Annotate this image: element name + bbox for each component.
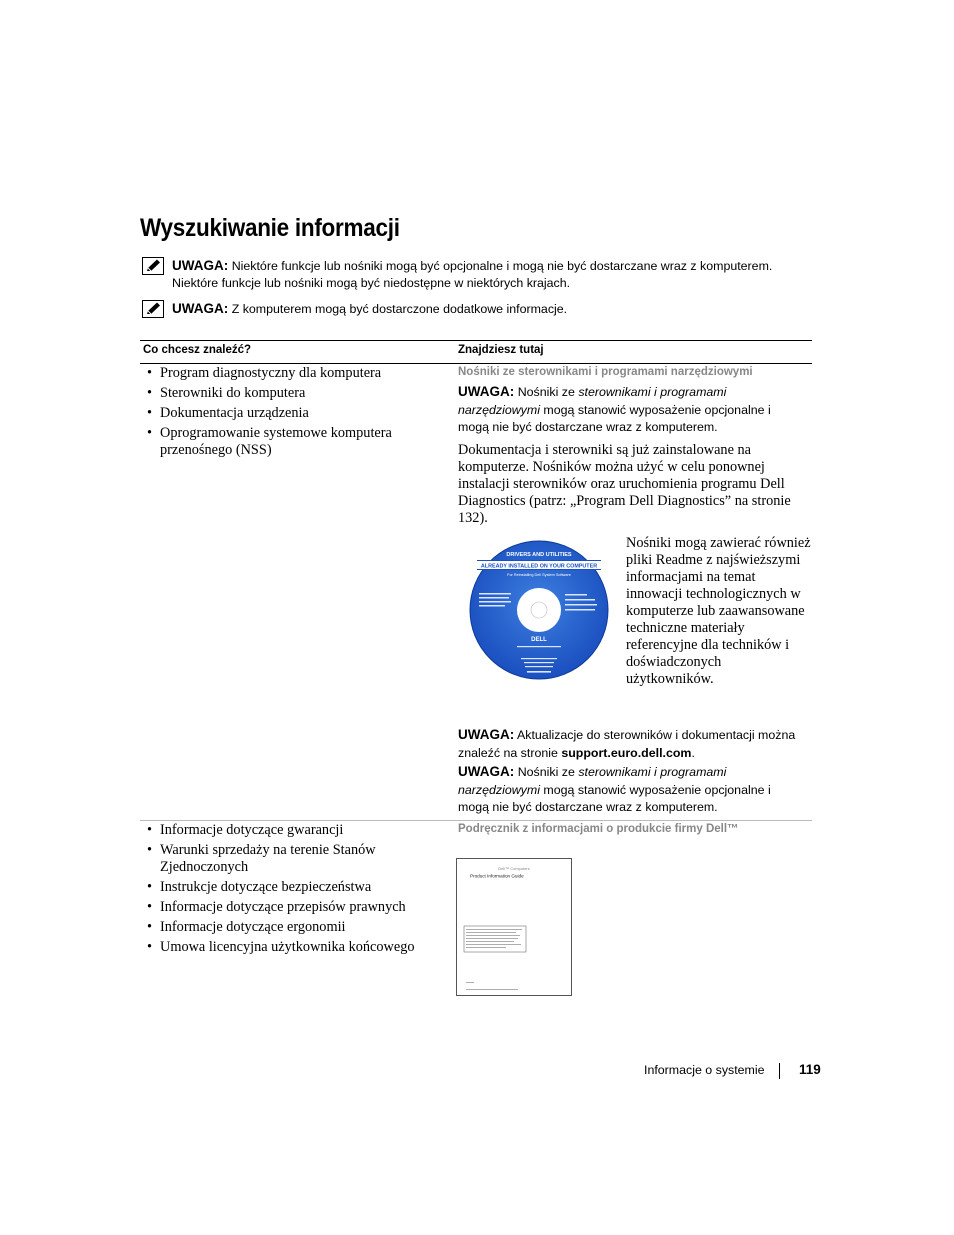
page-number: 119 — [799, 1062, 821, 1077]
list-item: • Informacje dotyczące przepisów prawnych — [147, 899, 417, 916]
row1-heading: Nośniki ze sterownikami i programami narzędziowymi — [458, 366, 753, 378]
booklet-brand: Dell™ Computers — [498, 866, 530, 871]
note-text: Z komputerem mogą być dostarczone dodatkowe informacje. — [231, 302, 568, 316]
support-link[interactable]: support.euro.dell.com — [561, 745, 692, 760]
list-item: • Program diagnostyczny dla komputera — [147, 365, 417, 382]
note-label: UWAGA: — [172, 258, 229, 273]
table-header-where: Znajdziesz tutaj — [458, 344, 544, 356]
list-item: • Informacje dotyczące gwarancji — [147, 822, 417, 839]
row1-note-3: UWAGA: Nośniki ze sterownikami i programami narzędziowymi mogą stanowić wyposażenie opcjonalne i mogą nie być dostarczane wraz z komputerem. — [458, 764, 771, 814]
note-1 — [142, 257, 812, 293]
note-text: Niektóre funkcje lub nośniki mogą być opcjonalne i mogą nie być dostarczane wraz z komputerem. Niektóre funkcje lub nośniki mogą być niedostępne w niektórych krajach. — [172, 259, 773, 290]
list-item: • Dokumentacja urządzenia — [147, 405, 417, 422]
row1-list — [147, 365, 417, 462]
table-header-what: Co chcesz znaleźć? — [143, 344, 252, 356]
note-label: UWAGA: — [458, 727, 515, 742]
row2-heading: Podręcznik z informacjami o produkcie firmy Dell™ — [458, 823, 739, 835]
table-header-rule — [140, 363, 812, 364]
cd-sub-text: For Reinstalling Dell System Software — [507, 573, 571, 577]
note-label: UWAGA: — [458, 384, 515, 399]
cd-band-text: ALREADY INSTALLED ON YOUR COMPUTER — [480, 563, 598, 570]
cd-top-text: DRIVERS AND UTILITIES — [506, 552, 572, 558]
note-label: UWAGA: — [172, 301, 229, 316]
cd-dell-logo: DELL — [531, 637, 547, 643]
list-item: • Umowa licencyjna użytkownika końcowego — [147, 939, 417, 956]
note-pencil-icon — [142, 300, 164, 318]
row2-list — [147, 822, 417, 959]
note-pencil-icon — [142, 257, 164, 275]
cd-disc-image — [469, 540, 609, 680]
list-item: • Oprogramowanie systemowe komputera przenośnego (NSS) — [147, 425, 417, 459]
page-title: Wyszukiwanie informacji — [140, 214, 400, 242]
row1-note-1: UWAGA: Nośniki ze sterownikami i programami narzędziowymi mogą stanowić wyposażenie opcjonalne i mogą nie być dostarczane wraz z komputerem. — [458, 384, 771, 434]
list-item: • Instrukcje dotyczące bezpieczeństwa — [147, 879, 417, 896]
note-label: UWAGA: — [458, 764, 515, 779]
row1-paragraph-2: Nośniki mogą zawierać również pliki Readme z najświeższymi informacjami na temat innowacji technologicznych w komputerze lub zaawansowane techniczne materiały referencyjne dla techników i doświadczonych użytkowników. — [626, 535, 811, 687]
row1-note-2: UWAGA: Aktualizacje do sterowników i dokumentacji można znaleźć na stronie support.euro.dell.com. — [458, 727, 796, 760]
booklet-title: Product Information Guide — [470, 873, 524, 879]
list-item: • Informacje dotyczące ergonomii — [147, 919, 417, 936]
table-top-rule — [140, 340, 812, 341]
table-row-rule — [140, 820, 812, 821]
list-item: • Warunki sprzedaży na terenie Stanów Zjednoczonych — [147, 842, 417, 876]
row1-paragraph-1: Dokumentacja i sterowniki są już zainstalowane na komputerze. Nośników można użyć w celu ponownej instalacji sterowników oraz uruchomienia programu Dell Diagnostics (patrz: „Program Dell Diagnostics” na stronie 132). — [458, 442, 791, 526]
list-item: • Sterowniki do komputera — [147, 385, 417, 402]
footer-divider — [779, 1063, 780, 1079]
note-2 — [142, 300, 812, 320]
product-guide-booklet-image — [456, 858, 573, 997]
footer-section-name: Informacje o systemie — [644, 1063, 765, 1077]
